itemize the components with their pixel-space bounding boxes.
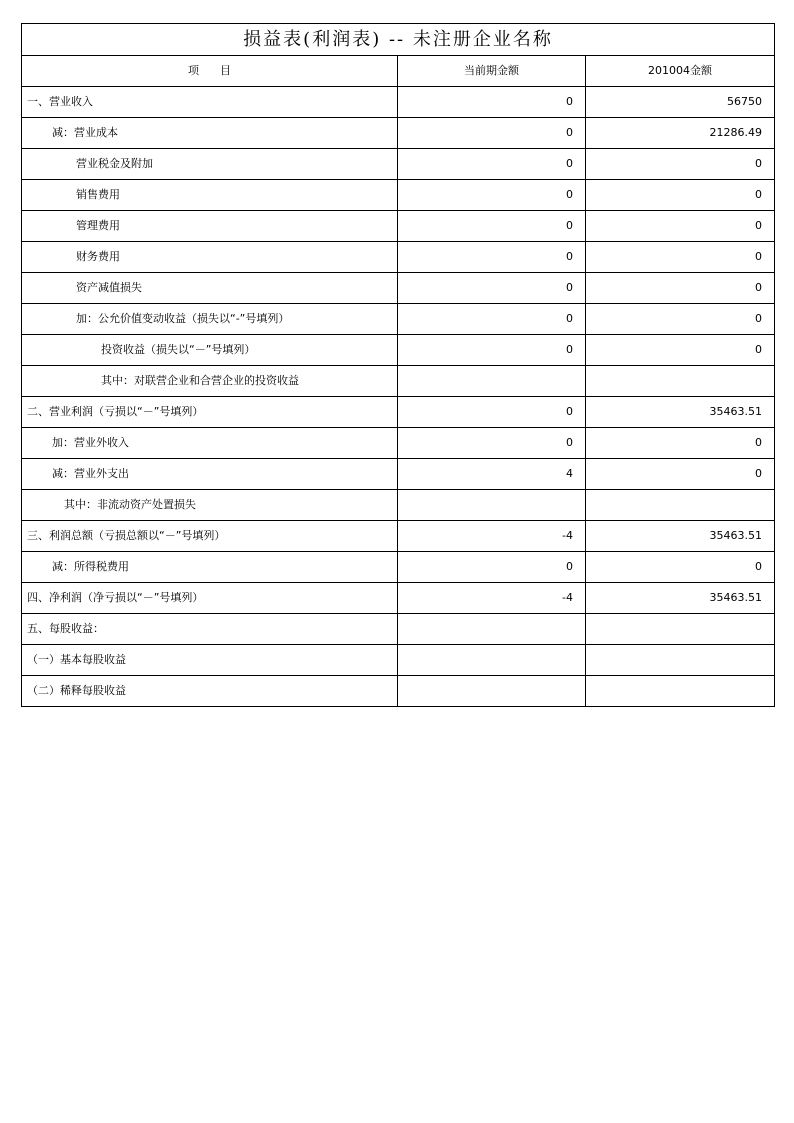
period-amount — [586, 490, 775, 521]
current-amount: 0 — [398, 428, 586, 459]
current-amount: 4 — [398, 459, 586, 490]
table-row — [22, 304, 775, 335]
period-amount — [586, 614, 775, 645]
report-title: 损益表(利润表) -- 未注册企业名称 — [22, 24, 775, 56]
row-label: 其中：非流动资产处置损失 — [22, 490, 398, 521]
title-row — [22, 24, 775, 56]
period-amount — [586, 645, 775, 676]
row-label: 一、营业收入 — [22, 87, 398, 118]
table-row — [22, 676, 775, 707]
row-label: 减：营业外支出 — [22, 459, 398, 490]
current-period-column-header: 当前期金额 — [398, 56, 586, 87]
table-row — [22, 87, 775, 118]
table-row — [22, 335, 775, 366]
current-amount — [398, 645, 586, 676]
row-label: 资产减值损失 — [22, 273, 398, 304]
row-label: 三、利润总额（亏损总额以“－”号填列） — [22, 521, 398, 552]
row-label: 二、营业利润（亏损以“－”号填列） — [22, 397, 398, 428]
current-amount: 0 — [398, 304, 586, 335]
row-label: 其中：对联营企业和合营企业的投资收益 — [22, 366, 398, 397]
period-amount: 0 — [586, 459, 775, 490]
current-amount: 0 — [398, 552, 586, 583]
row-label: 财务费用 — [22, 242, 398, 273]
table-row — [22, 521, 775, 552]
period-amount: 0 — [586, 149, 775, 180]
period-amount: 0 — [586, 180, 775, 211]
period-amount: 35463.51 — [586, 521, 775, 552]
table-row — [22, 645, 775, 676]
period-amount: 0 — [586, 428, 775, 459]
row-label: 管理费用 — [22, 211, 398, 242]
current-amount: 0 — [398, 211, 586, 242]
period-amount: 0 — [586, 335, 775, 366]
current-amount: 0 — [398, 242, 586, 273]
row-label: 投资收益（损失以“－”号填列） — [22, 335, 398, 366]
period-amount: 0 — [586, 211, 775, 242]
table-row — [22, 180, 775, 211]
income-statement-table — [21, 23, 775, 707]
period-amount: 0 — [586, 273, 775, 304]
row-label: （二）稀释每股收益 — [22, 676, 398, 707]
period-amount: 35463.51 — [586, 397, 775, 428]
table-row — [22, 490, 775, 521]
item-column-header: 项 目 — [22, 56, 398, 87]
current-amount: 0 — [398, 273, 586, 304]
period-amount: 35463.51 — [586, 583, 775, 614]
current-amount: -4 — [398, 521, 586, 552]
table-row — [22, 552, 775, 583]
table-row — [22, 428, 775, 459]
row-label: 加：公允价值变动收益（损失以“-”号填列） — [22, 304, 398, 335]
table-row — [22, 397, 775, 428]
table-row — [22, 583, 775, 614]
period-amount-column-header: 201004金额 — [586, 56, 775, 87]
row-label: 减：所得税费用 — [22, 552, 398, 583]
current-amount: 0 — [398, 397, 586, 428]
row-label: 减：营业成本 — [22, 118, 398, 149]
table-row — [22, 614, 775, 645]
table-row — [22, 242, 775, 273]
header-row — [22, 56, 775, 87]
period-amount: 0 — [586, 304, 775, 335]
current-amount — [398, 366, 586, 397]
table-row — [22, 149, 775, 180]
current-amount: 0 — [398, 118, 586, 149]
table-row — [22, 366, 775, 397]
current-amount — [398, 676, 586, 707]
period-amount — [586, 676, 775, 707]
current-amount: 0 — [398, 149, 586, 180]
row-label: 营业税金及附加 — [22, 149, 398, 180]
period-amount — [586, 366, 775, 397]
period-amount: 0 — [586, 242, 775, 273]
table-row — [22, 211, 775, 242]
current-amount: -4 — [398, 583, 586, 614]
table-row — [22, 459, 775, 490]
row-label: 四、净利润（净亏损以“－”号填列） — [22, 583, 398, 614]
row-label: 五、每股收益： — [22, 614, 398, 645]
period-amount: 0 — [586, 552, 775, 583]
current-amount: 0 — [398, 180, 586, 211]
current-amount: 0 — [398, 87, 586, 118]
row-label: （一）基本每股收益 — [22, 645, 398, 676]
period-amount: 56750 — [586, 87, 775, 118]
current-amount: 0 — [398, 335, 586, 366]
income-statement — [21, 23, 774, 707]
row-label: 销售费用 — [22, 180, 398, 211]
current-amount — [398, 614, 586, 645]
current-amount — [398, 490, 586, 521]
table-row — [22, 118, 775, 149]
table-row — [22, 273, 775, 304]
row-label: 加：营业外收入 — [22, 428, 398, 459]
period-amount: 21286.49 — [586, 118, 775, 149]
